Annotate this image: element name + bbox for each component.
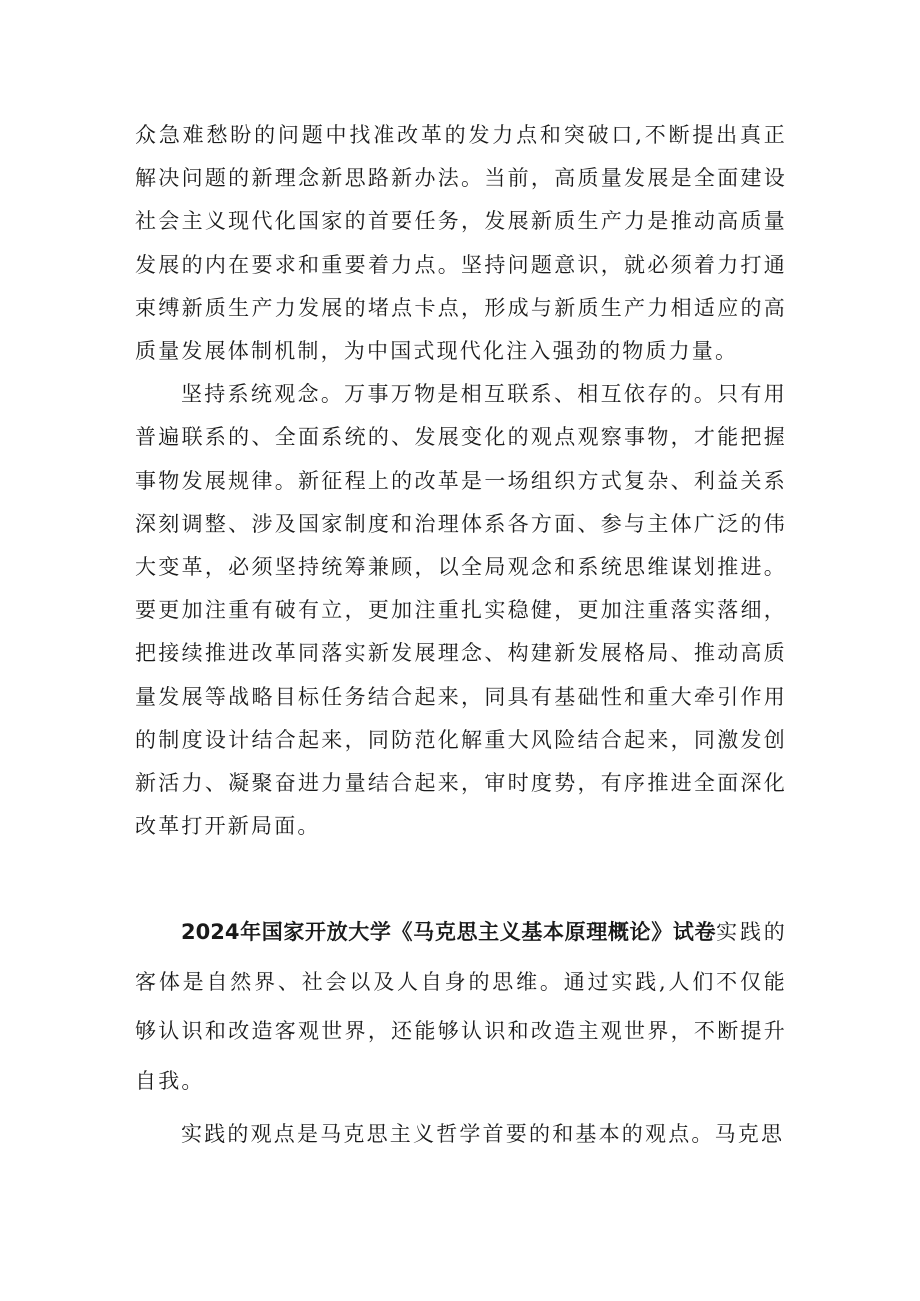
- body-text-bottom: [135, 1110, 787, 1159]
- paragraph-system-view: 坚持系统观念。万事万物是相互联系、相互依存的。只有用普遍联系的、全面系统的、发展变化的观点观察事物，才能把握事物发展规律。新征程上的改革是一场组织方式复杂、利益关系深刻调整、涉及国家制度和治理体系各方面、参与主体广泛的伟大变革，必须坚持统筹兼顾，以全局观念和系统思维谋划推进。要更加注重有破有立，更加注重扎实稳健，更加注重落实落细，把接续推进改革同落实新发展理念、构建新发展格局、推动高质量发展等战略目标任务结合起来，同具有基础性和重大牵引作用的制度设计结合起来，同防范化解重大风险结合起来，同激发创新活力、凝聚奋进力量结合起来，审时度势，有序推进全面深化改革打开新局面。: [135, 382, 787, 839]
- paragraph-practice-view: 实践的观点是马克思主义哲学首要的和基本的观点。马克思: [181, 1122, 785, 1146]
- section-block: [135, 908, 787, 1106]
- paragraph-continuation: 众急难愁盼的问题中找准改革的发力点和突破口,不断提出真正解决问题的新理念新思路新办法。当前，高质量发展是全面建设社会主义现代化国家的首要任务，发展新质生产力是推动高质量发展的内在要求和重要着力点。坚持问题意识，就必须着力打通束缚新质生产力发展的堵点卡点，形成与新质生产力相适应的高质量发展体制机制，为中国式现代化注入强劲的物质力量。: [135, 123, 787, 364]
- section-paragraph: [135, 908, 787, 1106]
- section-heading: 2024年国家开放大学《马克思主义基本原理概论》试卷: [181, 920, 717, 944]
- section-paragraph-text: 实践的客体是自然界、社会以及人自身的思维。通过实践,人们不仅能够认识和改造客观世界，还能够认识和改造主观世界，不断提升自我。: [135, 920, 787, 1093]
- body-text-top: [135, 114, 787, 848]
